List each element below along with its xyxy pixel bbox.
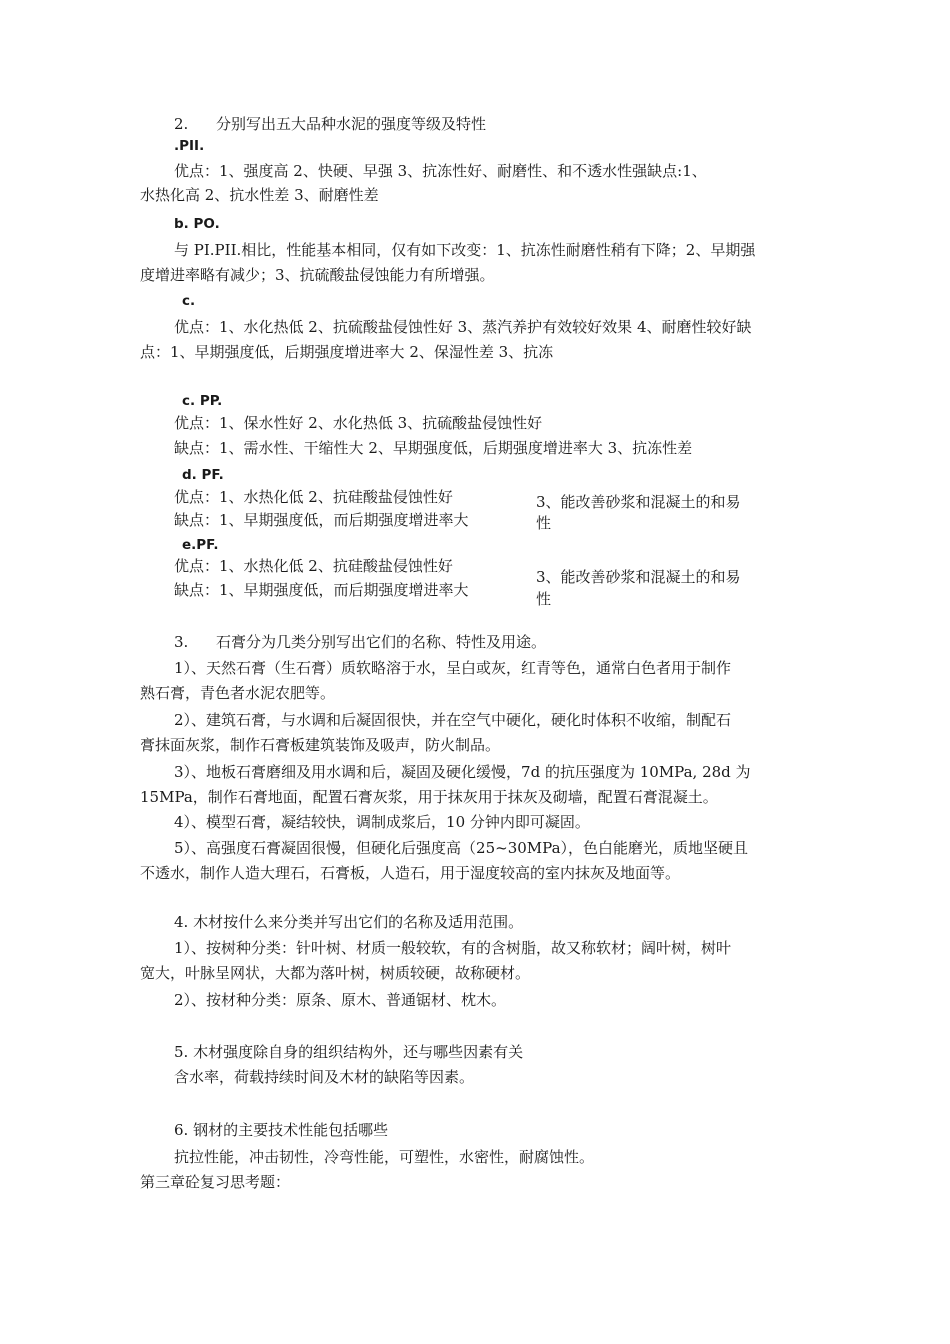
q2-c-label: c.	[182, 293, 196, 309]
q2-epf-side-note: 3、能改善砂浆和混凝土的和易	[536, 568, 741, 586]
q4-item2-line1: 2）、按材种分类：原条、原木、普通锯材、枕木。	[174, 991, 507, 1009]
q2-pp-label: c. PP.	[182, 393, 223, 409]
q3-item3-line1: 3）、地板石膏磨细及用水调和后，凝固及硬化缓慢，7d 的抗压强度为 10MPa, 28d 为	[174, 763, 751, 781]
q2-b-label: b. PO.	[174, 216, 220, 232]
q2-pf-label: d. PF.	[182, 467, 224, 483]
q2-pp-disadvantages: 缺点：1、需水性、干缩性大 2、早期强度低，后期强度增进率大 3、抗冻性差	[174, 439, 693, 457]
q5-answer: 含水率，荷载持续时间及木材的缺陷等因素。	[174, 1068, 475, 1086]
q4-title: 4. 木材按什么来分类并写出它们的名称及适用范围。	[174, 913, 524, 931]
q5-title: 5. 木材强度除自身的组织结构外，还与哪些因素有关	[174, 1043, 524, 1061]
q2-a-line2: 水热化高 2、抗水性差 3、耐磨性差	[140, 186, 379, 204]
q3-number: 3.	[174, 633, 189, 651]
q3-item1-line1: 1）、天然石膏（生石膏）质软略溶于水，呈白或灰，红青等色，通常白色者用于制作	[174, 659, 732, 677]
q2-number: 2.	[174, 115, 189, 133]
q2-b-line2: 度增进率略有减少；3、抗硫酸盐侵蚀能力有所增强。	[140, 266, 495, 284]
q2-c-line1: 优点：1、水化热低 2、抗硫酸盐侵蚀性好 3、蒸汽养护有效较好效果 4、耐磨性较好缺	[174, 318, 752, 336]
q2-pf-side-note: 3、能改善砂浆和混凝土的和易	[536, 493, 741, 511]
q2-epf-label: e.PF.	[182, 537, 219, 553]
q2-a-label: .PII.	[174, 138, 205, 154]
q3-heading	[174, 632, 546, 653]
q3-item3-line2: 15MPa，制作石膏地面，配置石膏灰浆，用于抹灰用于抹灰及砌墙，配置石膏混凝土。	[140, 788, 718, 806]
q2-pf-side-note-cont: 性	[536, 514, 552, 532]
q3-item1-line2: 熟石膏，青色者水泥农肥等。	[140, 684, 336, 702]
q2-c-line2: 点：1、早期强度低，后期强度增进率大 2、保湿性差 3、抗冻	[140, 343, 554, 361]
q2-pp-advantages: 优点：1、保水性好 2、水化热低 3、抗硫酸盐侵蚀性好	[174, 414, 543, 432]
q3-item4-line1: 4）、模型石膏，凝结较快，调制成浆后，10 分钟内即可凝固。	[174, 813, 590, 831]
q3-item5-line2: 不透水，制作人造大理石，石膏板，人造石，用于湿度较高的室内抹灰及地面等。	[140, 864, 681, 882]
q2-heading	[174, 114, 486, 135]
q3-item2-line1: 2）、建筑石膏，与水调和后凝固很快，并在空气中硬化，硬化时体积不收缩，制配石	[174, 711, 732, 729]
q4-item1-line1: 1）、按树种分类：针叶树、材质一般较软，有的含树脂，故又称软材；阔叶树，树叶	[174, 939, 732, 957]
q2-title: 分别写出五大品种水泥的强度等级及特性	[216, 115, 487, 133]
q2-a-line1: 优点：1、强度高 2、快硬、早强 3、抗冻性好、耐磨性、和不透水性强缺点:1、	[174, 162, 707, 180]
q2-epf-side-note-cont: 性	[536, 590, 552, 608]
q6-title: 6. 钢材的主要技术性能包括哪些	[174, 1121, 389, 1139]
q2-epf-disadvantages: 缺点：1、早期强度低，而后期强度增进率大	[174, 581, 469, 599]
q3-title: 石膏分为几类分别写出它们的名称、特性及用途。	[216, 633, 547, 651]
q2-b-line1: 与 PI.PII.相比，性能基本相同，仅有如下改变：1、抗冻性耐磨性稍有下降；2、早期强	[174, 241, 756, 259]
q3-item5-line1: 5）、高强度石膏凝固很慢，但硬化后强度高（25~30MPa），色白能磨光，质地坚硬且	[174, 839, 749, 857]
q2-pf-advantages: 优点：1、水热化低 2、抗硅酸盐侵蚀性好	[174, 488, 453, 506]
q2-epf-advantages: 优点：1、水热化低 2、抗硅酸盐侵蚀性好	[174, 557, 453, 575]
q3-item2-line2: 膏抹面灰浆，制作石膏板建筑装饰及吸声，防火制品。	[140, 736, 501, 754]
chapter-heading: 第三章砼复习思考题：	[140, 1173, 291, 1191]
q6-answer: 抗拉性能，冲击韧性，冷弯性能，可塑性，水密性，耐腐蚀性。	[174, 1148, 595, 1166]
q4-item1-line2: 宽大，叶脉呈网状，大都为落叶树，树质较硬，故称硬材。	[140, 964, 531, 982]
q2-pf-disadvantages: 缺点：1、早期强度低，而后期强度增进率大	[174, 511, 469, 529]
